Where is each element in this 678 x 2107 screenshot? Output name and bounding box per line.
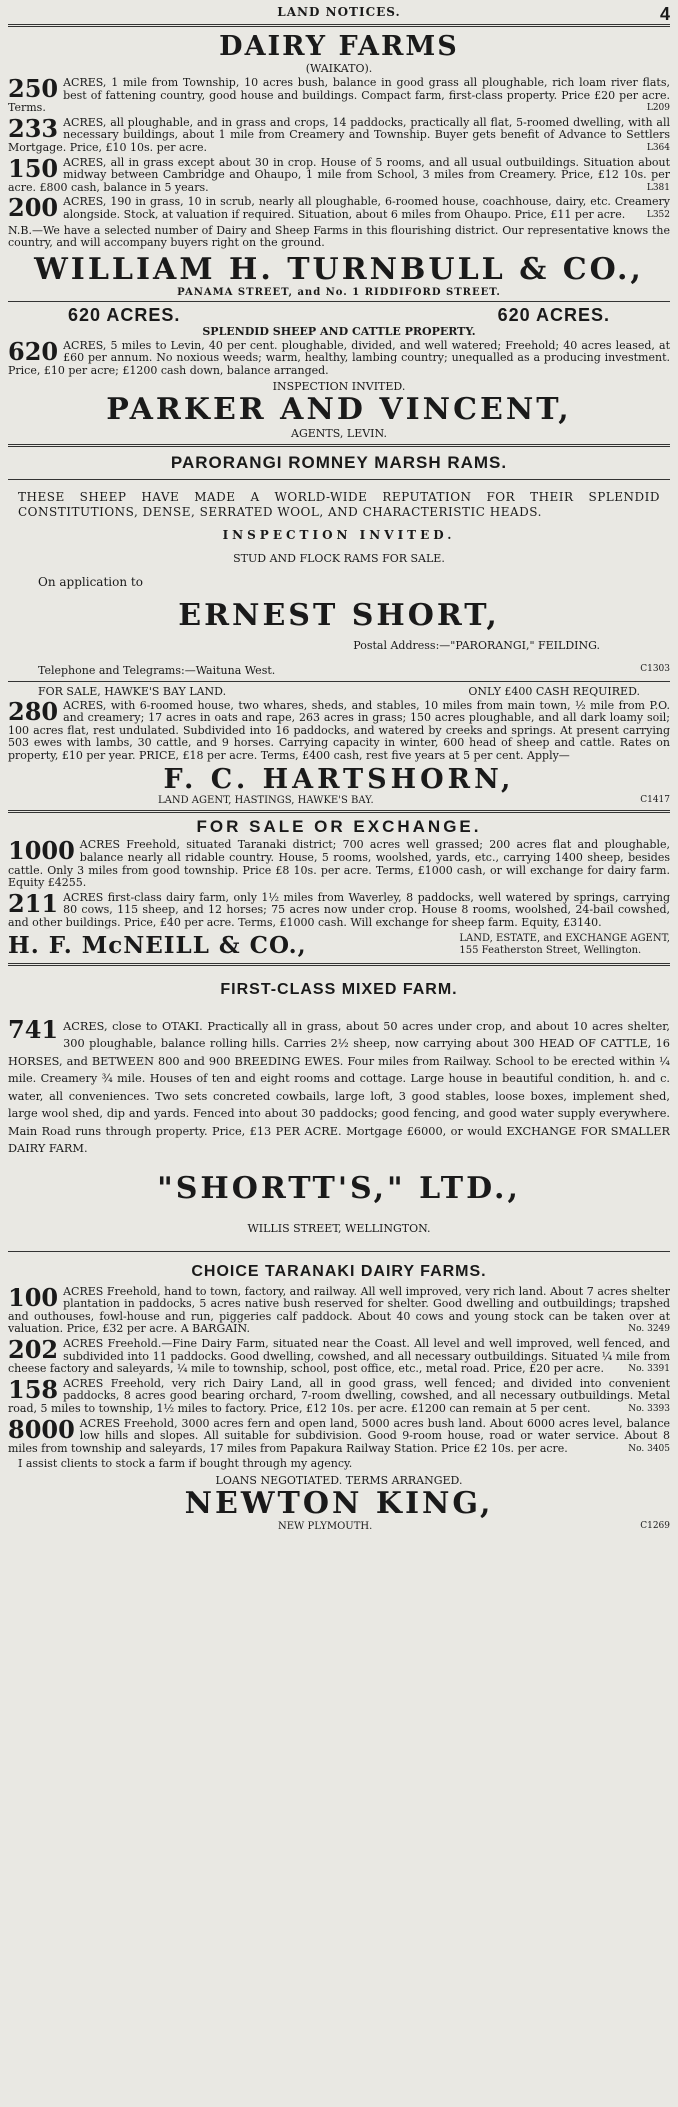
assist-note: I assist clients to stock a farm if bought through my agency. — [18, 1457, 353, 1471]
listing-item: 202 ACRES Freehold.—Fine Dairy Farm, situated near the Coast. All level and well improved, well fenced, and subdivided into 11 paddocks. Good dwelling, cowshed, and all necessary outbuildings. Situated ¼ mile from cheese factory and saleyards, ¼ mile to township, school, post office, etc., metal road. Price, £20 per acre. No. 3391 — [8, 1338, 670, 1376]
dairy-farms-ad — [8, 31, 670, 298]
loans-note: LOANS NEGOTIATED. TERMS ARRANGED. — [215, 1473, 463, 1487]
ad-title: PARORANGI ROMNEY MARSH RAMS. — [170, 452, 508, 472]
listing-item: 1000 ACRES Freehold, situated Taranaki district; 700 acres well grassed; 200 acres flat and ploughable, balance nearly all ridable country. House, 5 rooms, woolshed, yards, etc., carrying 1400 sheep, besides cattle. Only 3 miles from good township. Price £8 10s. per acre. Terms, £1000 cash, or will exchange for dairy farm. Equity £4255. — [8, 839, 670, 890]
agent-address: LAND AGENT, HASTINGS, HAWKE'S BAY. — [158, 795, 374, 807]
firm-name: "SHORTT'S," LTD., — [157, 1170, 521, 1206]
ad-title: FOR SALE OR EXCHANGE. — [196, 817, 482, 837]
ad-title: CHOICE TARANAKI DAIRY FARMS. — [191, 1262, 487, 1280]
listing-item: 150 ACRES, all in grass except about 30 in crop. House of 5 rooms, and all usual outbuildings. Situation about midway between Cambridge and Ohaupo, 1 mile from School, 3 miles from Creamery. Price, £12 10s. per acre. £800 cash, balance in 5 years. L381 — [8, 156, 670, 194]
ad-title: FIRST-CLASS MIXED FARM. — [220, 980, 458, 998]
listing-item: 233 ACRES, all ploughable, and in grass and crops, 14 paddocks, practically all flat, 5-roomed dwelling, with all necessary buildings, about 1 mile from Creamery and Township. Buyer gets benefit of Advance to Settlers Mortgage. Price, £10 10s. per acre. L364 — [8, 116, 670, 154]
inspection-note: INSPECTION INVITED. — [272, 379, 406, 393]
ad-heading-left: FOR SALE, HAWKE'S BAY LAND. — [38, 684, 227, 698]
listing-item: 741 ACRES, close to OTAKI. Practically all in grass, about 50 acres under crop, and about 10 acres shelter, 300 ploughable, balance rolling hills. Carries 2½ sheep, now carrying about 300 HEAD OF CATTLE, 16 HORSES, and BETWEEN 800 and 900 BREEDING EWES. Four miles from Railway. School to be erected within ¼ mile. Creamery ¾ mile. Houses of ten and eight rooms and cottage. Large house in beautiful condition, h. and c. water, all conveniences. Two sets concreted cowbails, large loft, 3 good stables, loose boxes, implement shed, large wool shed, dip and yards. Fenced into about 30 paddocks; good fencing, and good water supply everywhere. Main Road runs through property. Price, £13 PER ACRE. Mortgage £6000, or would EXCHANGE FOR SMALLER DAIRY FARM. — [8, 1017, 670, 1156]
firm-name: NEWTON KING, — [184, 1485, 494, 1521]
ad-body: THESE SHEEP HAVE MADE A WORLD-WIDE REPUTATION FOR THEIR SPLENDID CONSTITUTIONS, DENSE, SERRATED WOOL, AND CHARACTERISTIC HEADS. — [18, 489, 660, 519]
exchange-ad — [8, 817, 670, 958]
breeder-name: ERNEST SHORT, — [178, 597, 500, 633]
listing-item: 8000 ACRES Freehold, 3000 acres fern and open land, 5000 acres bush land. About 6000 acres level, balance low hills and slopes. All suitable for subdivision. Good 9-room house, road or water service. About 8 miles from township and saleyards, 17 miles from Papakura Railway Station. Price £2 10s. per acre. No. 3405 — [8, 1417, 670, 1455]
page-number: 4 — [659, 4, 670, 24]
ad-reference: C1269 — [640, 1520, 670, 1531]
listing-item: 200 ACRES, 190 in grass, 10 in scrub, nearly all ploughable, 6-roomed house, coachhouse, dairy, etc. Creamery alongside. Stock, at valuation if required. Situation, about 6 miles from Ohaupo. Price, £11 per acre. L352 — [8, 196, 670, 222]
acres-heading-right: 620 ACRES. — [497, 304, 610, 325]
newspaper-page — [8, 4, 670, 2099]
ad-reference: C1303 — [640, 663, 670, 674]
firm-name: H. F. McNEILL & CO., — [8, 931, 307, 959]
ad-subtitle: SPLENDID SHEEP AND CATTLE PROPERTY. — [202, 324, 476, 338]
firm-name: WILLIAM H. TURNBULL & CO., — [34, 251, 644, 287]
agent-name: F. C. HARTSHORN, — [163, 764, 515, 796]
acres-heading-left: 620 ACRES. — [68, 304, 181, 325]
firm-name: PARKER AND VINCENT, — [106, 391, 572, 427]
section-header: LAND NOTICES. — [277, 5, 401, 19]
application-note: On application to — [38, 574, 143, 589]
hawkes-bay-ad — [8, 685, 670, 807]
ad-heading-right: ONLY £400 CASH REQUIRED. — [468, 684, 640, 698]
firm-place: NEW PLYMOUTH. — [278, 1520, 373, 1532]
firm-address: WILLIS STREET, WELLINGTON. — [247, 1221, 431, 1235]
taranaki-ad — [8, 1262, 670, 1532]
firm-address: PANAMA STREET, and No. 1 RIDDIFORD STREET. — [177, 286, 501, 298]
listing-item: 280 ACRES, with 6-roomed house, two whares, sheds, and stables, 10 miles from main town, ½ mile from P.O. and creamery; 17 acres in oats and rape, 263 acres in grass; 150 acres ploughable, and all dark loamy soil; 100 acres flat, rest undulated. Subdivided into 16 paddocks, and watered by creeks and springs. At present carrying 503 ewes with lambs, 30 cattle, and 9 horses. Carrying capacity in winter, 600 head of sheep and cattle. Rates on property, £10 per year. PRICE, £18 per acre. Terms, £400 cash, rest five years at 5 per cent. Apply— — [8, 699, 670, 762]
firm-address: 155 Featherston Street, Wellington. — [459, 945, 642, 957]
firm-agent-line: LAND, ESTATE, and EXCHANGE AGENT, — [459, 933, 670, 945]
ad-title: DAIRY FARMS — [219, 31, 459, 62]
postal-address: Postal Address:—"PARORANGI," FEILDING. — [353, 638, 600, 652]
parker-vincent-ad — [8, 305, 670, 440]
mixed-farm-ad — [8, 980, 670, 1235]
ad-note: N.B.—We have a selected number of Dairy and Sheep Farms in this flourishing district. Our representative knows the country, and will accompany buyers right on the ground. — [8, 223, 670, 250]
listing-item: 620 ACRES, 5 miles to Levin, 40 per cent. ploughable, divided, and well watered; Freehold; 40 acres leased, at £60 per annum. No noxious weeds; warm, healthy, lambing country; unequalled as a producing investment. Price, £10 per acre; £1200 cash down, balance arranged. — [8, 339, 670, 377]
firm-agents: AGENTS, LEVIN. — [291, 426, 387, 440]
listing-item: 158 ACRES Freehold, very rich Dairy Land, all in good grass, well fenced; and divided into convenient paddocks, 8 acres good bearing orchard, 7-room dwelling, cowshed, and all necessary outbuildings. Metal road, 5 miles to township, 1½ miles to factory. Price, £12 10s. per acre. £1200 can remain at 5 per cent. No. 3393 — [8, 1377, 670, 1415]
ad-reference: C1417 — [640, 795, 670, 806]
listing-item: 100 ACRES Freehold, hand to town, factory, and railway. All well improved, very rich land. About 7 acres shelter plantation in paddocks, 5 acres native bush reserved for shelter. Good dwelling and outbuildings; trapshed and outhouses, fowl-house and run, piggeries calf paddock. About 40 cows and young stock can be taken over at valuation. Price, £32 per acre. A BARGAIN. No. 3249 — [8, 1285, 670, 1336]
stud-note: STUD AND FLOCK RAMS FOR SALE. — [233, 551, 445, 565]
listing-item: 250 ACRES, 1 mile from Township, 10 acres bush, balance in good grass all ploughable, rich loam river flats, best of fattening country, good house and buildings. Compact farm, first-class property. Price £20 per acre. Terms. L209 — [8, 77, 670, 115]
inspection-note: INSPECTION INVITED. — [222, 527, 456, 542]
parorangi-ad — [8, 453, 670, 677]
listing-item: 211 ACRES first-class dairy farm, only 1½ miles from Waverley, 8 paddocks, well watered by springs, carrying 80 cows, 115 sheep, and 12 horses; 75 acres now under crop. House 8 rooms, woolshed, 24-bail cowshed, and other buildings. Price, £40 per acre. Terms, £1000 cash. Will exchange for sheep farm. Equity, £3140. — [8, 891, 670, 930]
telephone-note: Telephone and Telegrams:—Waituna West. — [38, 663, 276, 677]
ad-subtitle: (WAIKATO). — [305, 62, 373, 75]
